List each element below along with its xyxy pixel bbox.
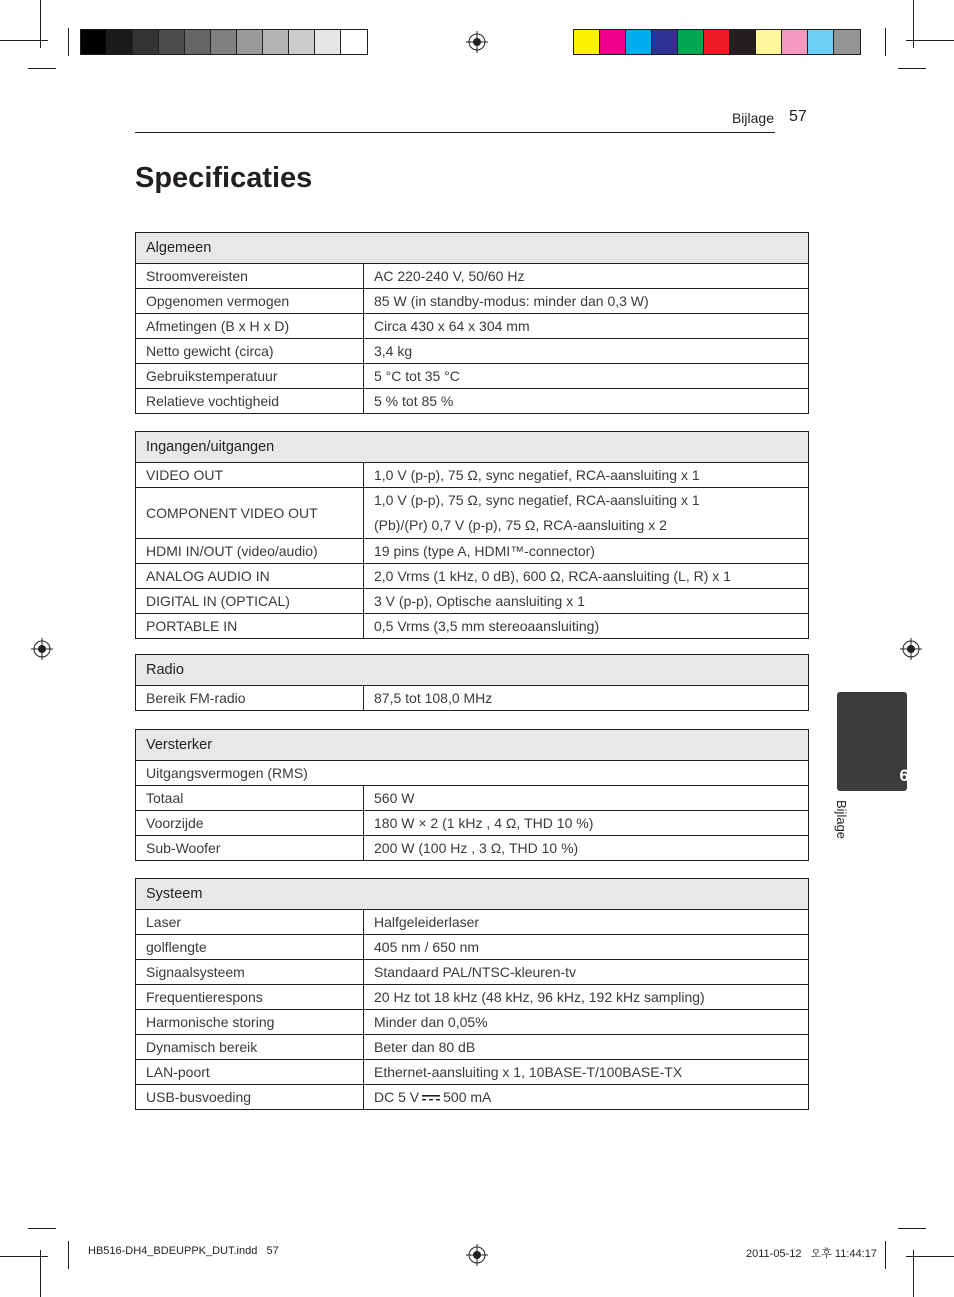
crop-mark <box>0 1256 48 1257</box>
spec-label: PORTABLE IN <box>136 614 364 639</box>
spec-label: Signaalsysteem <box>136 960 364 985</box>
spec-value: 20 Hz tot 18 kHz (48 kHz, 96 kHz, 192 kHz sampling) <box>364 985 809 1010</box>
color-calibration-bar <box>573 29 861 55</box>
table-row <box>136 488 809 539</box>
spec-value-line: 1,0 V (p-p), 75 Ω, sync negatief, RCA-aansluiting x 1 <box>374 492 700 508</box>
table-row <box>136 614 809 639</box>
spec-value: 3 V (p-p), Optische aansluiting x 1 <box>364 589 809 614</box>
spec-value: 5 °C tot 35 °C <box>364 364 809 389</box>
table-heading: Algemeen <box>136 233 809 264</box>
table-row <box>136 1010 809 1035</box>
spec-value <box>364 488 809 539</box>
spec-value: Halfgeleiderlaser <box>364 910 809 935</box>
crop-mark <box>28 1228 56 1229</box>
dc-current-icon <box>422 1095 440 1101</box>
table-row <box>136 1060 809 1085</box>
crop-mark <box>906 1256 954 1257</box>
spec-label: Stroomvereisten <box>136 264 364 289</box>
table-row <box>136 811 809 836</box>
color-swatch <box>600 30 626 54</box>
registration-mark-icon <box>900 638 922 660</box>
running-header: Bijlage <box>731 110 774 126</box>
spec-value: 405 nm / 650 nm <box>364 935 809 960</box>
spec-label: USB-busvoeding <box>136 1085 364 1110</box>
color-swatch <box>782 30 808 54</box>
table-row <box>136 960 809 985</box>
spec-label: DIGITAL IN (OPTICAL) <box>136 589 364 614</box>
spec-label: Dynamisch bereik <box>136 1035 364 1060</box>
spec-table-general <box>135 232 809 414</box>
spec-label: Relatieve vochtigheid <box>136 389 364 414</box>
crop-mark <box>0 40 48 41</box>
crop-mark <box>913 1250 914 1297</box>
table-row <box>136 314 809 339</box>
gray-swatch <box>315 30 341 54</box>
table-heading: Versterker <box>136 730 809 761</box>
table-row <box>136 364 809 389</box>
spec-value: 560 W <box>364 786 809 811</box>
spec-value: Ethernet-aansluiting x 1, 10BASE-T/100BASE-TX <box>364 1060 809 1085</box>
crop-mark <box>885 28 886 56</box>
table-row <box>136 761 809 786</box>
crop-mark <box>906 40 954 41</box>
spec-table-io <box>135 431 809 639</box>
chapter-number: 6 <box>899 766 909 785</box>
table-row <box>136 264 809 289</box>
table-heading: Radio <box>136 655 809 686</box>
page-number: 57 <box>789 108 807 125</box>
color-swatch <box>808 30 834 54</box>
table-row <box>136 289 809 314</box>
table-heading: Ingangen/uitgangen <box>136 432 809 463</box>
spec-value: 87,5 tot 108,0 MHz <box>364 686 809 711</box>
table-row <box>136 910 809 935</box>
crop-mark <box>68 28 69 56</box>
spec-label: VIDEO OUT <box>136 463 364 488</box>
table-row <box>136 589 809 614</box>
table-row <box>136 539 809 564</box>
spec-label: Totaal <box>136 786 364 811</box>
table-row <box>136 786 809 811</box>
spec-value: 1,0 V (p-p), 75 Ω, sync negatief, RCA-aansluiting x 1 <box>364 463 809 488</box>
spec-value: 19 pins (type A, HDMI™-connector) <box>364 539 809 564</box>
spec-value: Standaard PAL/NTSC-kleuren-tv <box>364 960 809 985</box>
spec-label: Opgenomen vermogen <box>136 289 364 314</box>
spec-value-current: 500 mA <box>443 1089 492 1105</box>
spec-table-system <box>135 878 809 1110</box>
spec-value: 0,5 Vrms (3,5 mm stereoaansluiting) <box>364 614 809 639</box>
crop-mark <box>68 1241 69 1269</box>
spec-label: COMPONENT VIDEO OUT <box>136 488 364 539</box>
color-swatch <box>652 30 678 54</box>
spec-value: Minder dan 0,05% <box>364 1010 809 1035</box>
table-row <box>136 1035 809 1060</box>
color-swatch <box>730 30 756 54</box>
gray-swatch <box>289 30 315 54</box>
crop-mark <box>885 1241 886 1269</box>
spec-label: Voorzijde <box>136 811 364 836</box>
color-swatch <box>626 30 652 54</box>
registration-mark-icon <box>466 1244 488 1266</box>
spec-label: Gebruikstemperatuur <box>136 364 364 389</box>
spec-value-line: (Pb)/(Pr) 0,7 V (p-p), 75 Ω, RCA-aansluiting x 2 <box>374 517 667 533</box>
table-row <box>136 463 809 488</box>
spec-table-amplifier <box>135 729 809 861</box>
table-row <box>136 389 809 414</box>
spec-value: 2,0 Vrms (1 kHz, 0 dB), 600 Ω, RCA-aansluiting (L, R) x 1 <box>364 564 809 589</box>
file-slug: HB516-DH4_BDEUPPK_DUT.indd 57 <box>88 1245 279 1257</box>
date-slug: 2011-05-12 오후 11:44:17 <box>746 1248 877 1260</box>
registration-mark-icon <box>31 638 53 660</box>
table-row <box>136 564 809 589</box>
spec-label: Frequentierespons <box>136 985 364 1010</box>
spec-value: 180 W × 2 (1 kHz , 4 Ω, THD 10 %) <box>364 811 809 836</box>
crop-mark <box>28 68 56 69</box>
spec-value: AC 220-240 V, 50/60 Hz <box>364 264 809 289</box>
spec-value: 200 W (100 Hz , 3 Ω, THD 10 %) <box>364 836 809 861</box>
spec-label: Netto gewicht (circa) <box>136 339 364 364</box>
gray-swatch <box>133 30 159 54</box>
crop-mark <box>898 1228 926 1229</box>
table-row <box>136 935 809 960</box>
spec-label: LAN-poort <box>136 1060 364 1085</box>
spec-value: 3,4 kg <box>364 339 809 364</box>
chapter-tab <box>837 692 907 791</box>
spec-value <box>364 1085 809 1110</box>
table-row <box>136 1085 809 1110</box>
color-swatch <box>574 30 600 54</box>
registration-mark-icon <box>466 31 488 53</box>
spec-value: Beter dan 80 dB <box>364 1035 809 1060</box>
color-swatch <box>678 30 704 54</box>
spec-subheading: Uitgangsvermogen (RMS) <box>136 761 809 786</box>
grayscale-calibration-bar <box>80 29 368 55</box>
color-swatch <box>704 30 730 54</box>
spec-value: Circa 430 x 64 x 304 mm <box>364 314 809 339</box>
crop-mark <box>40 1250 41 1297</box>
header-rule <box>135 132 775 133</box>
chapter-label: Bijlage <box>834 800 849 840</box>
table-heading: Systeem <box>136 879 809 910</box>
spec-table-radio <box>135 654 809 711</box>
page-title: Specificaties <box>135 162 313 194</box>
spec-label: Afmetingen (B x H x D) <box>136 314 364 339</box>
spec-label: HDMI IN/OUT (video/audio) <box>136 539 364 564</box>
gray-swatch <box>237 30 263 54</box>
gray-swatch <box>107 30 133 54</box>
spec-value: 85 W (in standby-modus: minder dan 0,3 W) <box>364 289 809 314</box>
spec-label: Laser <box>136 910 364 935</box>
color-swatch <box>834 30 860 54</box>
spec-value: 5 % tot 85 % <box>364 389 809 414</box>
spec-label: golflengte <box>136 935 364 960</box>
gray-swatch <box>81 30 107 54</box>
spec-label: Harmonische storing <box>136 1010 364 1035</box>
table-row <box>136 836 809 861</box>
gray-swatch <box>263 30 289 54</box>
crop-mark <box>898 68 926 69</box>
spec-label: Sub-Woofer <box>136 836 364 861</box>
gray-swatch <box>341 30 367 54</box>
spec-label: Bereik FM-radio <box>136 686 364 711</box>
gray-swatch <box>211 30 237 54</box>
table-row <box>136 339 809 364</box>
table-row <box>136 686 809 711</box>
color-swatch <box>756 30 782 54</box>
table-row <box>136 985 809 1010</box>
gray-swatch <box>159 30 185 54</box>
gray-swatch <box>185 30 211 54</box>
spec-value-voltage: DC 5 V <box>374 1089 420 1105</box>
spec-label: ANALOG AUDIO IN <box>136 564 364 589</box>
